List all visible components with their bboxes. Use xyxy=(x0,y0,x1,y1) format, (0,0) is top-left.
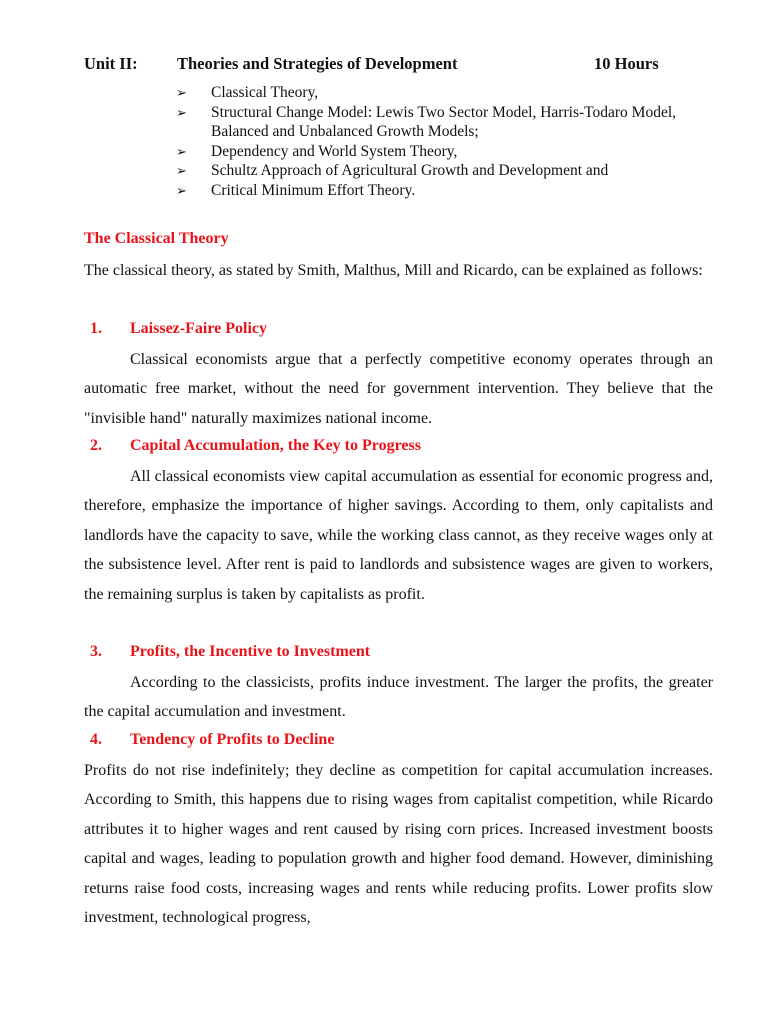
item-title: Capital Accumulation, the Key to Progress xyxy=(130,437,421,454)
item-title: Laissez-Faire Policy xyxy=(130,320,267,337)
item-body: All classical economists view capital accumulation as essential for economic progress and, therefore, emphasize the importance of higher savings. According to them, only capitalists and landlords have the capacity to save, while the working class cannot, as they receive wages only at the subsistence level. After rent is paid to landlords and subsistence wages are given to workers, the remaining surplus is taken by capitalists as profit. xyxy=(84,468,713,603)
item-number: 1. xyxy=(90,320,102,337)
item-title: Tendency of Profits to Decline xyxy=(130,731,335,748)
topic-text: Classical Theory, xyxy=(211,84,319,101)
item-number: 4. xyxy=(90,731,102,748)
arrowhead-bullet-icon: ➢ xyxy=(176,143,187,159)
arrowhead-bullet-icon: ➢ xyxy=(176,163,187,179)
unit-header xyxy=(84,54,713,76)
item-title: Profits, the Incentive to Investment xyxy=(130,643,371,660)
topic-text: Schultz Approach of Agricultural Growth and Development and xyxy=(211,162,609,180)
item-number: 3. xyxy=(90,643,102,660)
topic-item xyxy=(176,103,716,142)
item-body: According to the classicists, profits induce investment. The larger the profits, the greater the capital accumulation and investment. xyxy=(84,674,713,721)
topic-list xyxy=(176,83,716,201)
arrowhead-bullet-icon: ➢ xyxy=(176,104,187,120)
topic-text: Structural Change Model: Lewis Two Sector Model, Harris-Todaro Model, Balanced and Unbalanced Growth Models; xyxy=(211,103,677,141)
topic-item xyxy=(176,181,716,201)
section-title: The Classical Theory xyxy=(84,230,229,247)
unit-hours: 10 Hours xyxy=(594,54,659,73)
topic-item xyxy=(176,161,716,181)
topic-item xyxy=(176,142,716,162)
unit-title: Theories and Strategies of Development xyxy=(177,54,458,73)
topic-item xyxy=(176,83,716,103)
topic-text: Dependency and World System Theory, xyxy=(211,142,458,160)
arrowhead-bullet-icon: ➢ xyxy=(176,85,187,100)
arrowhead-bullet-icon: ➢ xyxy=(176,182,187,198)
unit-label: Unit II: xyxy=(84,54,138,73)
item-body: Profits do not rise indefinitely; they decline as competition for capital accumulation increases. According to Smith, this happens due to rising wages from capitalist competition, while Ricardo attributes it to higher wages and rent caused by rising corn prices. Increased investment boosts capital and wages, leading to population growth and higher food demand. However, diminishing returns raise food costs, increasing wages and rents while reducing profits. Lower profits slow investment, technological progress, xyxy=(84,762,713,927)
item-number: 2. xyxy=(90,437,102,454)
item-body: Classical economists argue that a perfectly competitive economy operates through an automatic free market, without the need for government intervention. They believe that the "invisible hand" naturally maximizes national income. xyxy=(84,351,713,427)
section-intro: The classical theory, as stated by Smith, Malthus, Mill and Ricardo, can be explained as follows: xyxy=(84,262,703,279)
topic-text: Critical Minimum Effort Theory. xyxy=(211,181,416,199)
